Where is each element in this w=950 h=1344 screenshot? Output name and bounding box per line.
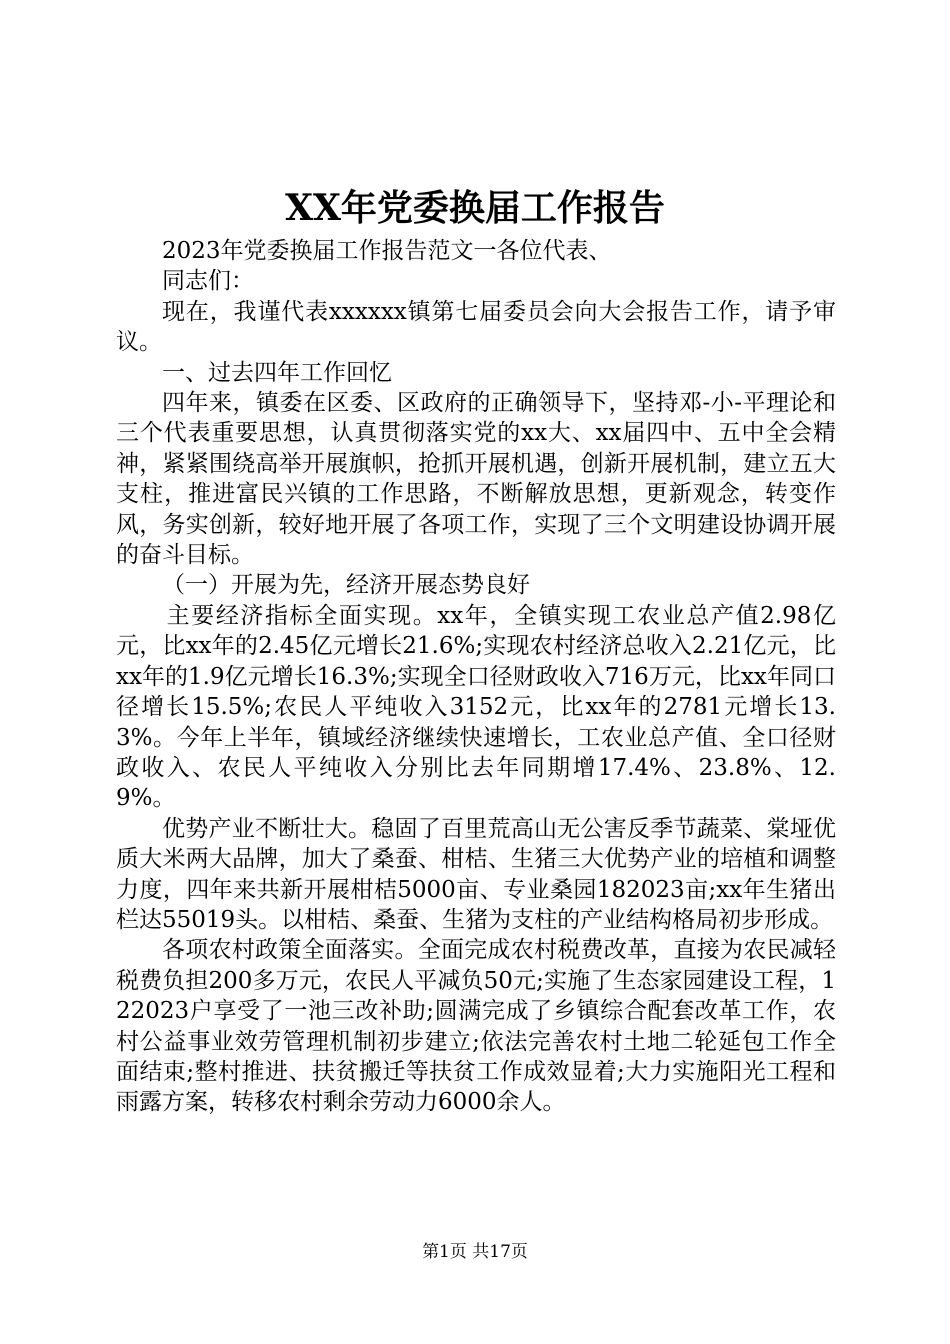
paragraph-economy: 主要经济指标全面实现。xx年，全镇实现工农业总产值2.98亿元，比xx年的2.45亿元增长21.6%;实现农村经济总收入2.21亿元，比xx年的1.9亿元增长16.3%;实现全口径财政收入716万元，比xx年同口径增长15.5%;农民人平纯收入3152元，比xx年的2781元增长13.3%。今年上半年，镇域经济继续快速增长，工农业总产值、全口径财政收入、农民人平纯收入分别比去年同期增17.4%、23.8%、12.9%。 xyxy=(116,602,836,812)
paragraph-salutation: 同志们： xyxy=(162,268,254,295)
paragraph-policy: 各项农村政策全面落实。全面完成农村税费改革，直接为农民减轻税费负担200多万元，农民人平减负50元;实施了生态家园建设工程，122023户享受了一池三改补助;圆满完成了乡镇综合配套改革工作，农村公益事业效劳管理机制初步建立;依法完善农村土地二轮延包工作全面结束;整村推进、扶贫搬迁等扶贫工作成效显着;大力实施阳光工程和雨露方案，转移农村剩余劳动力6000余人。 xyxy=(116,937,836,1116)
document-body xyxy=(116,236,836,1118)
paragraph-opening: 现在，我谨代表xxxxxx镇第七届委员会向大会报告工作，请予审议。 xyxy=(116,298,836,356)
subsection-heading: （一）开展为先，经济开展态势良好 xyxy=(162,572,530,599)
page-number-footer: 第1页 共17页 xyxy=(422,1242,528,1262)
document-title: XX年党委换届工作报告 xyxy=(285,187,665,229)
section-heading: 一、过去四年工作回忆 xyxy=(162,359,392,386)
paragraph-industry: 优势产业不断壮大。稳固了百里荒高山无公害反季节蔬菜、棠垭优质大米两大品牌，加大了桑蚕、柑桔、生猪三大优势产业的培植和调整力度，四年来共新开展柑桔5000亩、专业桑园182023亩;xx年生猪出栏达55019头。以柑桔、桑蚕、生猪为支柱的产业结构格局初步形成。 xyxy=(116,815,836,933)
paragraph-review: 四年来，镇委在区委、区政府的正确领导下，坚持邓-小-平理论和三个代表重要思想，认真贯彻落实党的xx大、xx届四中、五中全会精神，紧紧围绕高举开展旗帜，抢抓开展机遇，创新开展机制，建立五大支柱，推进富民兴镇的工作思路，不断解放思想，更新观念，转变作风，务实创新，较好地开展了各项工作，实现了三个文明建设协调开展的奋斗目标。 xyxy=(116,390,836,569)
paragraph-intro: 2023年党委换届工作报告范文一各位代表、 xyxy=(162,238,612,264)
